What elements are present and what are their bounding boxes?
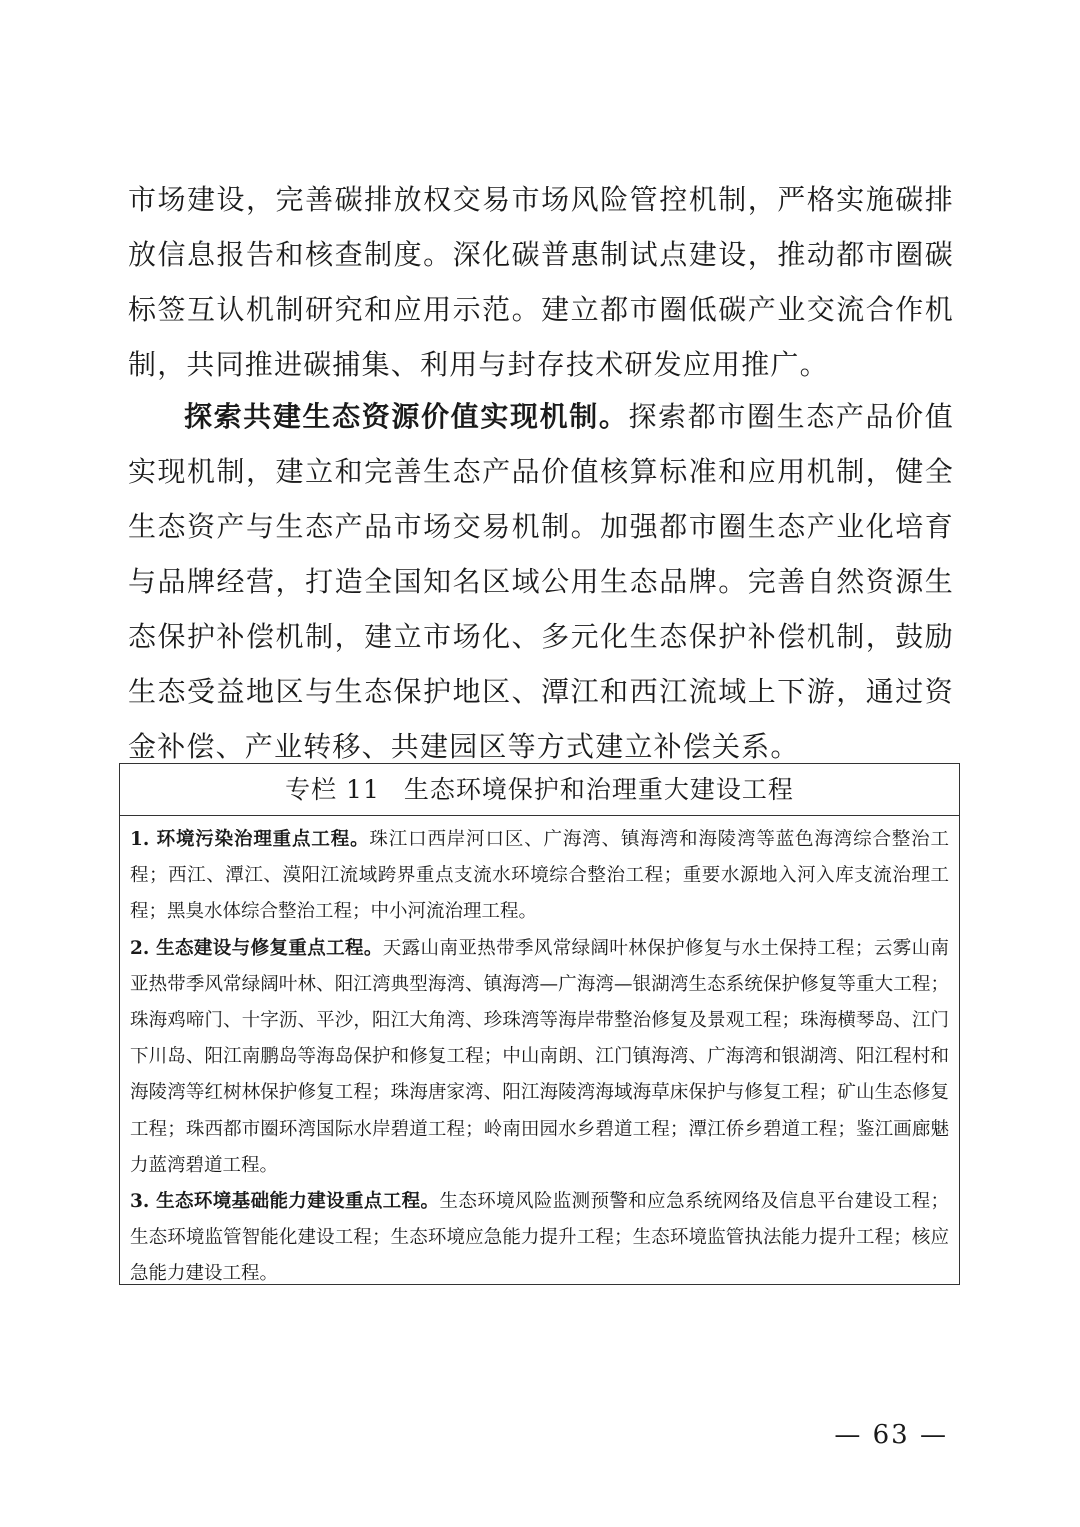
item-heading: 3. 生态环境基础能力建设重点工程。 xyxy=(130,1191,440,1213)
item-text: 珠江口西岸河口区、广海湾、镇海湾和海陵湾等蓝色海湾综合整治工程；西江、潭江、漠阳江流域跨界重点支流水环境综合整治工程；重要水源地入河入库支流治理工程；黑臭水体综合整治工程；中小河流治理工程。 xyxy=(130,829,949,923)
page-number: — 63 — xyxy=(834,1420,948,1450)
list-item xyxy=(130,1184,949,1293)
list-item xyxy=(130,822,949,931)
special-column-label: 专栏 11 xyxy=(285,775,380,804)
special-column-heading: 生态环境保护和治理重大建设工程 xyxy=(403,775,794,804)
special-column-box xyxy=(119,763,960,1285)
list-item xyxy=(130,931,949,1184)
special-column-body xyxy=(120,816,959,1293)
paragraph-body: 探索都市圈生态产品价值实现机制，建立和完善生态产品价值核算标准和应用机制，健全生态资产与生态产品市场交易机制。加强都市圈生态产业化培育与品牌经营，打造全国知名区域公用生态品牌。完善自然资源生态保护补偿机制，建立市场化、多元化生态保护补偿机制，鼓励生态受益地区与生态保护地区、潭江和西江流域上下游，通过资金补偿、产业转移、共建园区等方式建立补偿关系。 xyxy=(128,400,954,763)
item-heading: 1. 环境污染治理重点工程。 xyxy=(130,829,370,850)
item-text: 天露山南亚热带季风常绿阔叶林保护修复与水土保持工程；云雾山南亚热带季风常绿阔叶林、阳江湾典型海湾、镇海湾—广海湾—银湖湾生态系统保护修复等重大工程；珠海鸡啼门、十字沥、平沙，阳江大角湾、珍珠湾等海岸带整治修复及景观工程；珠海横琴岛、江门下川岛、阳江南鹏岛等海岛保护和修复工程；中山南朗、江门镇海湾、广海湾和银湖湾、阳江程村和海陵湾等红树林保护修复工程；珠海唐家湾、阳江海陵湾海域海草床保护与修复工程；矿山生态修复工程；珠西都市圈环湾国际水岸碧道工程；岭南田园水乡碧道工程；潭江侨乡碧道工程；鉴江画廊魅力蓝湾碧道工程。 xyxy=(130,937,949,1176)
paragraph-heading: 探索共建生态资源价值实现机制。 xyxy=(184,400,629,433)
special-column-title xyxy=(120,764,959,816)
paragraph-ecological-value xyxy=(128,389,954,774)
item-heading: 2. 生态建设与修复重点工程。 xyxy=(130,937,383,959)
item-text: 生态环境风险监测预警和应急系统网络及信息平台建设工程；生态环境监管智能化建设工程；生态环境应急能力提升工程；生态环境监管执法能力提升工程；核应急能力建设工程。 xyxy=(130,1191,949,1285)
paragraph-carbon-market: 市场建设，完善碳排放权交易市场风险管控机制，严格实施碳排放信息报告和核查制度。深化碳普惠制试点建设，推动都市圈碳标签互认机制研究和应用示范。建立都市圈低碳产业交流合作机制，共同推进碳捕集、利用与封存技术研发应用推广。 xyxy=(128,183,954,381)
